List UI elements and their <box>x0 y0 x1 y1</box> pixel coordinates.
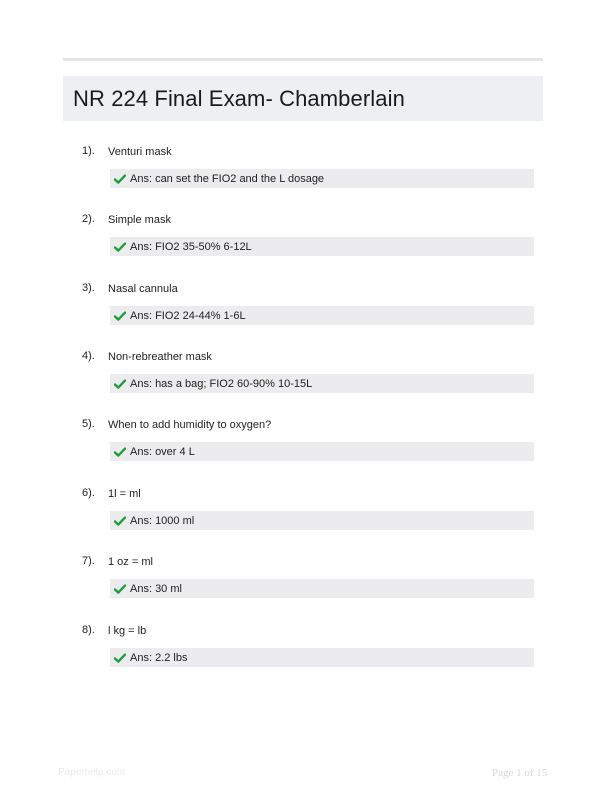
question-number: 4). <box>82 350 95 362</box>
question-text: Venturi mask <box>108 146 172 158</box>
answer-box <box>110 511 534 530</box>
question-item <box>0 624 606 684</box>
title-bar <box>63 76 543 121</box>
question-number: 3). <box>82 282 95 294</box>
question-text: Nasal cannula <box>108 283 178 295</box>
top-divider <box>63 58 543 61</box>
question-text: 1l = ml <box>108 488 141 500</box>
check-icon <box>114 174 126 184</box>
check-icon <box>114 379 126 389</box>
answer-text: Ans: FIO2 35-50% 6-12L <box>130 240 252 253</box>
question-item <box>0 213 606 273</box>
check-icon <box>114 311 126 321</box>
question-item <box>0 350 606 410</box>
check-icon <box>114 447 126 457</box>
answer-text: Ans: over 4 L <box>130 445 195 458</box>
answer-text: Ans: FIO2 24-44% 1-6L <box>130 309 246 322</box>
answer-box <box>110 442 534 461</box>
question-number: 1). <box>82 145 95 157</box>
question-text: Simple mask <box>108 214 171 226</box>
question-number: 7). <box>82 555 95 567</box>
answer-text: Ans: can set the FIO2 and the L dosage <box>130 172 325 185</box>
check-icon <box>114 242 126 252</box>
answer-box <box>110 648 534 667</box>
answer-box <box>110 306 534 325</box>
answer-text: Ans: 2.2 lbs <box>130 651 188 664</box>
footer-source: Paperhelp.com <box>58 767 126 778</box>
answer-text: Ans: 30 ml <box>130 582 182 595</box>
question-item <box>0 145 606 205</box>
check-icon <box>114 653 126 663</box>
answer-box <box>110 169 534 188</box>
question-text: When to add humidity to oxygen? <box>108 419 272 431</box>
check-icon <box>114 516 126 526</box>
answer-box <box>110 374 534 393</box>
question-text: 1 oz = ml <box>108 556 153 568</box>
question-item <box>0 555 606 615</box>
question-item <box>0 282 606 342</box>
question-number: 5). <box>82 418 95 430</box>
question-item <box>0 487 606 547</box>
answer-text: Ans: has a bag; FIO2 60-90% 10-15L <box>130 377 313 390</box>
page-number: Page 1 of 15 <box>492 767 548 779</box>
question-text: l kg = lb <box>108 625 147 637</box>
question-item <box>0 418 606 478</box>
check-icon <box>114 584 126 594</box>
document-title: NR 224 Final Exam- Chamberlain <box>73 85 405 111</box>
question-number: 8). <box>82 624 95 636</box>
question-text: Non-rebreather mask <box>108 351 212 363</box>
answer-box <box>110 579 534 598</box>
answer-text: Ans: 1000 ml <box>130 514 195 527</box>
question-number: 2). <box>82 213 95 225</box>
question-number: 6). <box>82 487 95 499</box>
answer-box <box>110 237 534 256</box>
